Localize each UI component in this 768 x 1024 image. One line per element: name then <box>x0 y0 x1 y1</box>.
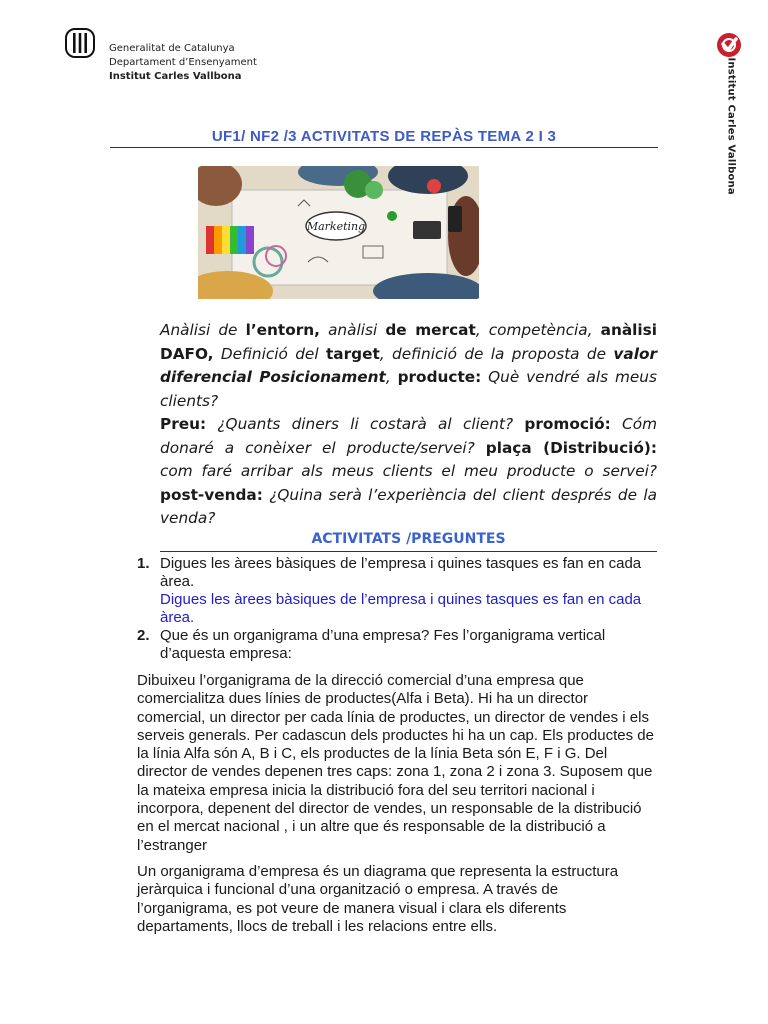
question-number: 2. <box>137 627 150 644</box>
organization-block <box>109 42 257 84</box>
activities-divider <box>160 551 657 552</box>
exercise-description: Dibuixeu l’organigrama de la direcció comercial d’una empresa que comercialitza dues línies de productes(Alfa i Beta). Hi ha un director comercial, un director per cada línia de productes, un director de vendes i els serveis generals. Per cadascun dels productes hi ha un cap. Els productes de la línia Alfa són A, B i C, els productes de la línia Beta són E, F i G. Del director de vendes depenen tres caps: zona 1, zona 2 i zona 3. Suposem que la mateixa empresa inicia la distribució fora del seu territori nacional i incorpora, depenent del director de vendes, un responsable de la distribució en el mercat nacional , i un altre que és responsable de la distribució a l’estranger <box>137 672 654 854</box>
document-title: UF1/ NF2 /3 ACTIVITATS DE REPÀS TEMA 2 I 3 <box>211 128 557 145</box>
marketing-label: Marketing <box>306 220 366 233</box>
answer-paragraph: Un organigrama d’empresa és un diagrama que representa la estructura jeràrquica i funcional d’una organització o empresa. A través de l’organigrama, es pot veure de manera visual i clara els diferents departaments, llocs de treball i les relacions entre ells. <box>137 863 619 935</box>
department-name: Departament d’Ensenyament <box>109 57 257 68</box>
question-1-text: Digues les àrees bàsiques de l’empresa i quines tasques es fan en cada àrea. <box>160 555 642 590</box>
summary-paragraph: Anàlisi de l’entorn, anàlisi de mercat, competència, anàlisi DAFO, Definició del target, definició de la proposta de valor diferencial Posicionament, producte: Què vendré als meus clients? Preu: ¿Quants diners li costarà al client? promoció: Cóm donaré a conèixer el producte/servei? plaça (Distribució): com faré arribar als meus clients el meu producte o servei? post-venda: ¿Quina serà l’experiència del client després de la venda? <box>160 321 657 527</box>
school-vertical-label: Institut Carles Vallbona <box>725 57 737 195</box>
org-name: Generalitat de Catalunya <box>109 43 235 54</box>
question-2-text: Que és un organigrama d’una empresa? Fes l’organigrama vertical d’aquesta empresa: <box>160 627 606 662</box>
marketing-image <box>198 166 479 299</box>
title-divider <box>110 147 658 148</box>
question-1-answer: Digues les àrees bàsiques de l’empresa i quines tasques es fan en cada àrea. <box>160 591 642 626</box>
activities-heading: ACTIVITATS /PREGUNTES <box>311 531 506 547</box>
question-number: 1. <box>137 555 150 572</box>
school-logo-icon <box>714 30 744 60</box>
school-name: Institut Carles Vallbona <box>109 71 242 82</box>
generalitat-logo <box>65 28 95 58</box>
